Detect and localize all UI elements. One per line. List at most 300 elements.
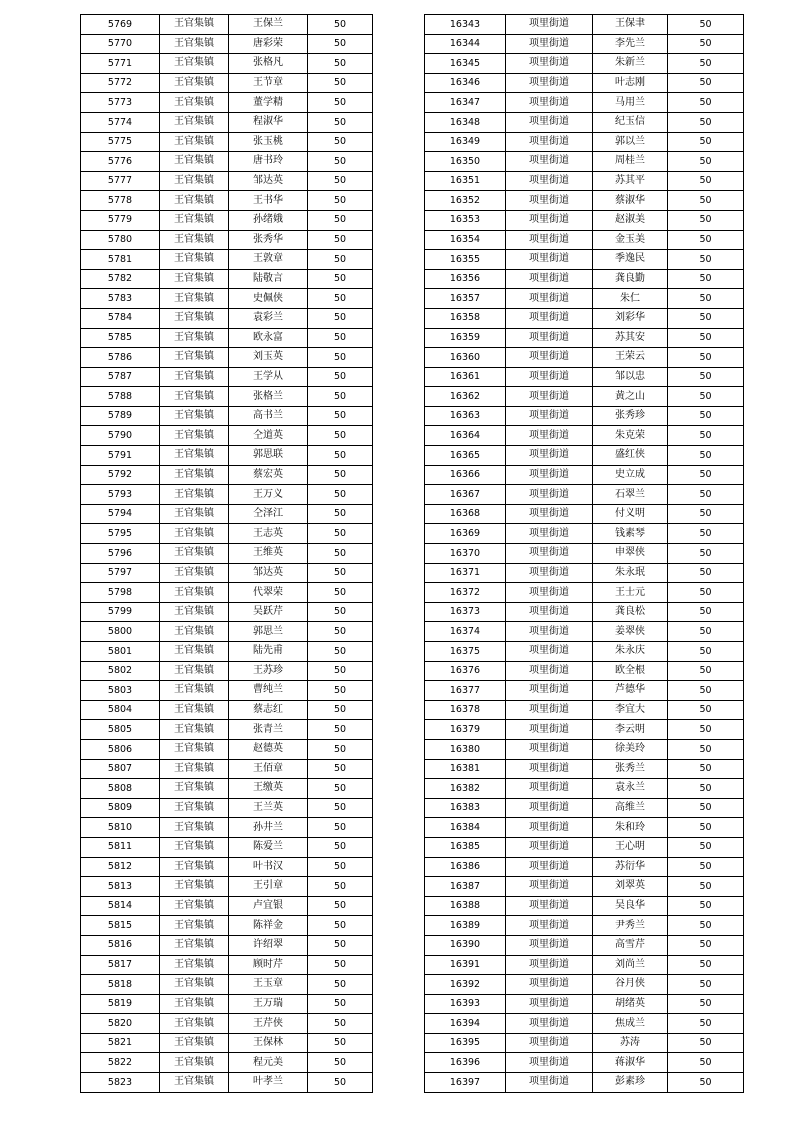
town-name-cell: 王官集镇 bbox=[160, 779, 229, 799]
table-row bbox=[425, 681, 744, 701]
table-row bbox=[425, 73, 744, 93]
row-number-cell: 16371 bbox=[425, 563, 506, 583]
town-name-cell: 王官集镇 bbox=[160, 622, 229, 642]
person-name-cell: 芦德华 bbox=[593, 681, 668, 701]
table-row bbox=[425, 426, 744, 446]
row-number-cell: 5775 bbox=[81, 132, 160, 152]
amount-cell: 50 bbox=[668, 308, 744, 328]
amount-cell: 50 bbox=[308, 955, 373, 975]
row-number-cell: 5804 bbox=[81, 700, 160, 720]
amount-cell: 50 bbox=[308, 171, 373, 191]
row-number-cell: 5788 bbox=[81, 387, 160, 407]
row-number-cell: 16370 bbox=[425, 544, 506, 564]
amount-cell: 50 bbox=[668, 975, 744, 995]
table-row bbox=[425, 994, 744, 1014]
amount-cell: 50 bbox=[668, 406, 744, 426]
right-table-body bbox=[425, 15, 744, 1093]
amount-cell: 50 bbox=[308, 210, 373, 230]
town-name-cell: 项里街道 bbox=[506, 112, 593, 132]
amount-cell: 50 bbox=[668, 289, 744, 309]
town-name-cell: 项里街道 bbox=[506, 524, 593, 544]
table-row bbox=[425, 583, 744, 603]
town-name-cell: 王官集镇 bbox=[160, 759, 229, 779]
person-name-cell: 刘玉英 bbox=[229, 348, 308, 368]
table-row bbox=[81, 1014, 373, 1034]
row-number-cell: 5803 bbox=[81, 681, 160, 701]
table-row bbox=[425, 210, 744, 230]
town-name-cell: 王官集镇 bbox=[160, 544, 229, 564]
person-name-cell: 胡绪英 bbox=[593, 994, 668, 1014]
person-name-cell: 纪玉信 bbox=[593, 112, 668, 132]
left-table-body bbox=[81, 15, 373, 1093]
person-name-cell: 李先兰 bbox=[593, 34, 668, 54]
amount-cell: 50 bbox=[308, 485, 373, 505]
person-name-cell: 叶孝兰 bbox=[229, 1073, 308, 1093]
town-name-cell: 王官集镇 bbox=[160, 1053, 229, 1073]
row-number-cell: 16350 bbox=[425, 152, 506, 172]
amount-cell: 50 bbox=[668, 583, 744, 603]
amount-cell: 50 bbox=[308, 681, 373, 701]
row-number-cell: 5800 bbox=[81, 622, 160, 642]
row-number-cell: 16373 bbox=[425, 602, 506, 622]
row-number-cell: 16352 bbox=[425, 191, 506, 211]
table-row bbox=[425, 348, 744, 368]
table-row bbox=[425, 798, 744, 818]
town-name-cell: 王官集镇 bbox=[160, 308, 229, 328]
left-table bbox=[80, 14, 373, 1093]
table-row bbox=[81, 837, 373, 857]
person-name-cell: 申翠侠 bbox=[593, 544, 668, 564]
amount-cell: 50 bbox=[308, 544, 373, 564]
amount-cell: 50 bbox=[668, 112, 744, 132]
amount-cell: 50 bbox=[308, 1033, 373, 1053]
table-row bbox=[81, 289, 373, 309]
town-name-cell: 项里街道 bbox=[506, 818, 593, 838]
amount-cell: 50 bbox=[668, 602, 744, 622]
person-name-cell: 王佰章 bbox=[229, 759, 308, 779]
town-name-cell: 王官集镇 bbox=[160, 661, 229, 681]
row-number-cell: 16380 bbox=[425, 739, 506, 759]
person-name-cell: 史立成 bbox=[593, 465, 668, 485]
row-number-cell: 5793 bbox=[81, 485, 160, 505]
person-name-cell: 王学从 bbox=[229, 367, 308, 387]
table-row bbox=[81, 524, 373, 544]
amount-cell: 50 bbox=[668, 250, 744, 270]
amount-cell: 50 bbox=[308, 387, 373, 407]
row-number-cell: 16392 bbox=[425, 975, 506, 995]
row-number-cell: 16359 bbox=[425, 328, 506, 348]
person-name-cell: 蔡志红 bbox=[229, 700, 308, 720]
town-name-cell: 王官集镇 bbox=[160, 524, 229, 544]
table-row bbox=[81, 191, 373, 211]
amount-cell: 50 bbox=[668, 328, 744, 348]
table-row bbox=[425, 387, 744, 407]
row-number-cell: 5769 bbox=[81, 15, 160, 35]
person-name-cell: 曹纯兰 bbox=[229, 681, 308, 701]
town-name-cell: 王官集镇 bbox=[160, 191, 229, 211]
row-number-cell: 5771 bbox=[81, 54, 160, 74]
town-name-cell: 王官集镇 bbox=[160, 837, 229, 857]
amount-cell: 50 bbox=[668, 15, 744, 35]
town-name-cell: 项里街道 bbox=[506, 896, 593, 916]
table-row bbox=[425, 955, 744, 975]
row-number-cell: 5772 bbox=[81, 73, 160, 93]
table-row bbox=[425, 622, 744, 642]
town-name-cell: 项里街道 bbox=[506, 308, 593, 328]
table-row bbox=[81, 563, 373, 583]
person-name-cell: 仝泽江 bbox=[229, 504, 308, 524]
row-number-cell: 5798 bbox=[81, 583, 160, 603]
town-name-cell: 王官集镇 bbox=[160, 485, 229, 505]
amount-cell: 50 bbox=[308, 504, 373, 524]
person-name-cell: 袁彩兰 bbox=[229, 308, 308, 328]
table-row bbox=[81, 818, 373, 838]
amount-cell: 50 bbox=[308, 406, 373, 426]
row-number-cell: 16354 bbox=[425, 230, 506, 250]
person-name-cell: 王玉章 bbox=[229, 975, 308, 995]
table-row bbox=[81, 426, 373, 446]
row-number-cell: 5799 bbox=[81, 602, 160, 622]
person-name-cell: 陆先甫 bbox=[229, 642, 308, 662]
person-name-cell: 蒋淑华 bbox=[593, 1053, 668, 1073]
row-number-cell: 16383 bbox=[425, 798, 506, 818]
table-row bbox=[425, 975, 744, 995]
row-number-cell: 16346 bbox=[425, 73, 506, 93]
amount-cell: 50 bbox=[308, 1073, 373, 1093]
town-name-cell: 王官集镇 bbox=[160, 328, 229, 348]
town-name-cell: 王官集镇 bbox=[160, 896, 229, 916]
row-number-cell: 16362 bbox=[425, 387, 506, 407]
right-table bbox=[424, 14, 744, 1093]
person-name-cell: 石翠兰 bbox=[593, 485, 668, 505]
table-row bbox=[81, 720, 373, 740]
town-name-cell: 王官集镇 bbox=[160, 739, 229, 759]
person-name-cell: 王敦章 bbox=[229, 250, 308, 270]
town-name-cell: 项里街道 bbox=[506, 348, 593, 368]
amount-cell: 50 bbox=[668, 504, 744, 524]
table-row bbox=[425, 524, 744, 544]
person-name-cell: 吴跃芹 bbox=[229, 602, 308, 622]
person-name-cell: 王志英 bbox=[229, 524, 308, 544]
table-row bbox=[81, 269, 373, 289]
table-row bbox=[81, 994, 373, 1014]
table-row bbox=[425, 642, 744, 662]
row-number-cell: 16366 bbox=[425, 465, 506, 485]
table-row bbox=[81, 308, 373, 328]
town-name-cell: 项里街道 bbox=[506, 269, 593, 289]
person-name-cell: 吴良华 bbox=[593, 896, 668, 916]
amount-cell: 50 bbox=[308, 34, 373, 54]
person-name-cell: 刘彩华 bbox=[593, 308, 668, 328]
row-number-cell: 16393 bbox=[425, 994, 506, 1014]
row-number-cell: 5786 bbox=[81, 348, 160, 368]
row-number-cell: 5777 bbox=[81, 171, 160, 191]
amount-cell: 50 bbox=[308, 230, 373, 250]
amount-cell: 50 bbox=[668, 955, 744, 975]
town-name-cell: 王官集镇 bbox=[160, 152, 229, 172]
person-name-cell: 尹秀兰 bbox=[593, 916, 668, 936]
amount-cell: 50 bbox=[668, 269, 744, 289]
town-name-cell: 王官集镇 bbox=[160, 171, 229, 191]
row-number-cell: 16388 bbox=[425, 896, 506, 916]
amount-cell: 50 bbox=[668, 367, 744, 387]
table-row bbox=[81, 544, 373, 564]
row-number-cell: 5782 bbox=[81, 269, 160, 289]
person-name-cell: 高书兰 bbox=[229, 406, 308, 426]
town-name-cell: 项里街道 bbox=[506, 739, 593, 759]
table-row bbox=[425, 485, 744, 505]
amount-cell: 50 bbox=[308, 250, 373, 270]
town-name-cell: 王官集镇 bbox=[160, 230, 229, 250]
row-number-cell: 5814 bbox=[81, 896, 160, 916]
person-name-cell: 李宜大 bbox=[593, 700, 668, 720]
row-number-cell: 16376 bbox=[425, 661, 506, 681]
town-name-cell: 项里街道 bbox=[506, 230, 593, 250]
town-name-cell: 项里街道 bbox=[506, 759, 593, 779]
person-name-cell: 王节章 bbox=[229, 73, 308, 93]
amount-cell: 50 bbox=[668, 426, 744, 446]
amount-cell: 50 bbox=[668, 661, 744, 681]
table-row bbox=[81, 367, 373, 387]
town-name-cell: 项里街道 bbox=[506, 563, 593, 583]
table-row bbox=[81, 465, 373, 485]
person-name-cell: 王书华 bbox=[229, 191, 308, 211]
person-name-cell: 张秀华 bbox=[229, 230, 308, 250]
table-row bbox=[425, 1073, 744, 1093]
table-row bbox=[425, 935, 744, 955]
person-name-cell: 朱仁 bbox=[593, 289, 668, 309]
person-name-cell: 龚良勤 bbox=[593, 269, 668, 289]
amount-cell: 50 bbox=[668, 739, 744, 759]
row-number-cell: 5807 bbox=[81, 759, 160, 779]
amount-cell: 50 bbox=[308, 132, 373, 152]
person-name-cell: 孙绪娥 bbox=[229, 210, 308, 230]
amount-cell: 50 bbox=[668, 1014, 744, 1034]
row-number-cell: 5819 bbox=[81, 994, 160, 1014]
amount-cell: 50 bbox=[668, 93, 744, 113]
person-name-cell: 欧全根 bbox=[593, 661, 668, 681]
amount-cell: 50 bbox=[308, 700, 373, 720]
town-name-cell: 王官集镇 bbox=[160, 465, 229, 485]
row-number-cell: 5778 bbox=[81, 191, 160, 211]
person-name-cell: 欧永富 bbox=[229, 328, 308, 348]
town-name-cell: 项里街道 bbox=[506, 34, 593, 54]
town-name-cell: 项里街道 bbox=[506, 994, 593, 1014]
row-number-cell: 16343 bbox=[425, 15, 506, 35]
row-number-cell: 16345 bbox=[425, 54, 506, 74]
table-row bbox=[81, 328, 373, 348]
row-number-cell: 16382 bbox=[425, 779, 506, 799]
town-name-cell: 王官集镇 bbox=[160, 994, 229, 1014]
row-number-cell: 5770 bbox=[81, 34, 160, 54]
amount-cell: 50 bbox=[308, 994, 373, 1014]
person-name-cell: 王保聿 bbox=[593, 15, 668, 35]
table-row bbox=[425, 152, 744, 172]
table-row bbox=[81, 955, 373, 975]
town-name-cell: 项里街道 bbox=[506, 289, 593, 309]
amount-cell: 50 bbox=[668, 54, 744, 74]
town-name-cell: 王官集镇 bbox=[160, 798, 229, 818]
amount-cell: 50 bbox=[308, 1014, 373, 1034]
person-name-cell: 龚良松 bbox=[593, 602, 668, 622]
table-row bbox=[425, 857, 744, 877]
row-number-cell: 16389 bbox=[425, 916, 506, 936]
town-name-cell: 王官集镇 bbox=[160, 367, 229, 387]
table-row bbox=[425, 93, 744, 113]
table-row bbox=[425, 269, 744, 289]
amount-cell: 50 bbox=[308, 602, 373, 622]
amount-cell: 50 bbox=[308, 798, 373, 818]
person-name-cell: 王芹侠 bbox=[229, 1014, 308, 1034]
table-row bbox=[81, 681, 373, 701]
person-name-cell: 姜翠侠 bbox=[593, 622, 668, 642]
amount-cell: 50 bbox=[308, 739, 373, 759]
town-name-cell: 王官集镇 bbox=[160, 504, 229, 524]
table-row bbox=[81, 583, 373, 603]
row-number-cell: 16384 bbox=[425, 818, 506, 838]
amount-cell: 50 bbox=[308, 152, 373, 172]
row-number-cell: 5821 bbox=[81, 1033, 160, 1053]
row-number-cell: 5817 bbox=[81, 955, 160, 975]
table-row bbox=[425, 759, 744, 779]
row-number-cell: 5823 bbox=[81, 1073, 160, 1093]
table-row bbox=[81, 446, 373, 466]
person-name-cell: 王维英 bbox=[229, 544, 308, 564]
person-name-cell: 苏衍华 bbox=[593, 857, 668, 877]
table-row bbox=[81, 877, 373, 897]
amount-cell: 50 bbox=[668, 485, 744, 505]
amount-cell: 50 bbox=[308, 269, 373, 289]
amount-cell: 50 bbox=[308, 328, 373, 348]
person-name-cell: 苏涛 bbox=[593, 1033, 668, 1053]
person-name-cell: 郭思兰 bbox=[229, 622, 308, 642]
town-name-cell: 王官集镇 bbox=[160, 818, 229, 838]
table-row bbox=[425, 896, 744, 916]
person-name-cell: 代翠荣 bbox=[229, 583, 308, 603]
row-number-cell: 5815 bbox=[81, 916, 160, 936]
person-name-cell: 卢宜银 bbox=[229, 896, 308, 916]
person-name-cell: 仝道英 bbox=[229, 426, 308, 446]
row-number-cell: 5774 bbox=[81, 112, 160, 132]
table-row bbox=[81, 739, 373, 759]
amount-cell: 50 bbox=[668, 73, 744, 93]
town-name-cell: 项里街道 bbox=[506, 642, 593, 662]
row-number-cell: 5810 bbox=[81, 818, 160, 838]
row-number-cell: 5806 bbox=[81, 739, 160, 759]
person-name-cell: 赵德英 bbox=[229, 739, 308, 759]
amount-cell: 50 bbox=[668, 1073, 744, 1093]
row-number-cell: 16344 bbox=[425, 34, 506, 54]
town-name-cell: 王官集镇 bbox=[160, 1073, 229, 1093]
person-name-cell: 王引章 bbox=[229, 877, 308, 897]
town-name-cell: 王官集镇 bbox=[160, 1033, 229, 1053]
person-name-cell: 付义明 bbox=[593, 504, 668, 524]
table-row bbox=[81, 73, 373, 93]
amount-cell: 50 bbox=[308, 446, 373, 466]
town-name-cell: 项里街道 bbox=[506, 602, 593, 622]
amount-cell: 50 bbox=[308, 622, 373, 642]
person-name-cell: 钱素琴 bbox=[593, 524, 668, 544]
row-number-cell: 16367 bbox=[425, 485, 506, 505]
table-row bbox=[425, 877, 744, 897]
row-number-cell: 16375 bbox=[425, 642, 506, 662]
amount-cell: 50 bbox=[308, 779, 373, 799]
table-row bbox=[81, 857, 373, 877]
row-number-cell: 16372 bbox=[425, 583, 506, 603]
row-number-cell: 16369 bbox=[425, 524, 506, 544]
table-row bbox=[425, 15, 744, 35]
table-row bbox=[425, 837, 744, 857]
table-row bbox=[425, 739, 744, 759]
table-row bbox=[425, 504, 744, 524]
row-number-cell: 5791 bbox=[81, 446, 160, 466]
person-name-cell: 彭素珍 bbox=[593, 1073, 668, 1093]
table-row bbox=[425, 308, 744, 328]
person-name-cell: 蔡宏英 bbox=[229, 465, 308, 485]
amount-cell: 50 bbox=[308, 348, 373, 368]
person-name-cell: 唐彩荣 bbox=[229, 34, 308, 54]
table-row bbox=[425, 916, 744, 936]
row-number-cell: 5790 bbox=[81, 426, 160, 446]
row-number-cell: 5797 bbox=[81, 563, 160, 583]
table-row bbox=[81, 171, 373, 191]
amount-cell: 50 bbox=[668, 465, 744, 485]
town-name-cell: 项里街道 bbox=[506, 250, 593, 270]
table-row bbox=[81, 485, 373, 505]
amount-cell: 50 bbox=[308, 93, 373, 113]
amount-cell: 50 bbox=[668, 524, 744, 544]
town-name-cell: 项里街道 bbox=[506, 328, 593, 348]
town-name-cell: 王官集镇 bbox=[160, 975, 229, 995]
town-name-cell: 项里街道 bbox=[506, 877, 593, 897]
row-number-cell: 16361 bbox=[425, 367, 506, 387]
table-row bbox=[81, 387, 373, 407]
amount-cell: 50 bbox=[308, 818, 373, 838]
town-name-cell: 王官集镇 bbox=[160, 857, 229, 877]
person-name-cell: 朱和玲 bbox=[593, 818, 668, 838]
amount-cell: 50 bbox=[668, 857, 744, 877]
person-name-cell: 王兰英 bbox=[229, 798, 308, 818]
person-name-cell: 谷月侠 bbox=[593, 975, 668, 995]
row-number-cell: 16385 bbox=[425, 837, 506, 857]
person-name-cell: 季逸民 bbox=[593, 250, 668, 270]
table-row bbox=[425, 54, 744, 74]
person-name-cell: 黄之山 bbox=[593, 387, 668, 407]
town-name-cell: 项里街道 bbox=[506, 681, 593, 701]
row-number-cell: 16357 bbox=[425, 289, 506, 309]
table-row bbox=[81, 112, 373, 132]
town-name-cell: 王官集镇 bbox=[160, 642, 229, 662]
town-name-cell: 项里街道 bbox=[506, 1033, 593, 1053]
row-number-cell: 5813 bbox=[81, 877, 160, 897]
table-row bbox=[425, 250, 744, 270]
row-number-cell: 16358 bbox=[425, 308, 506, 328]
town-name-cell: 项里街道 bbox=[506, 93, 593, 113]
amount-cell: 50 bbox=[668, 1033, 744, 1053]
amount-cell: 50 bbox=[668, 779, 744, 799]
town-name-cell: 王官集镇 bbox=[160, 406, 229, 426]
person-name-cell: 许绍翠 bbox=[229, 935, 308, 955]
town-name-cell: 项里街道 bbox=[506, 446, 593, 466]
person-name-cell: 郭思联 bbox=[229, 446, 308, 466]
row-number-cell: 16368 bbox=[425, 504, 506, 524]
table-row bbox=[81, 132, 373, 152]
town-name-cell: 项里街道 bbox=[506, 426, 593, 446]
table-row bbox=[81, 406, 373, 426]
person-name-cell: 张青兰 bbox=[229, 720, 308, 740]
table-row bbox=[81, 504, 373, 524]
amount-cell: 50 bbox=[668, 132, 744, 152]
